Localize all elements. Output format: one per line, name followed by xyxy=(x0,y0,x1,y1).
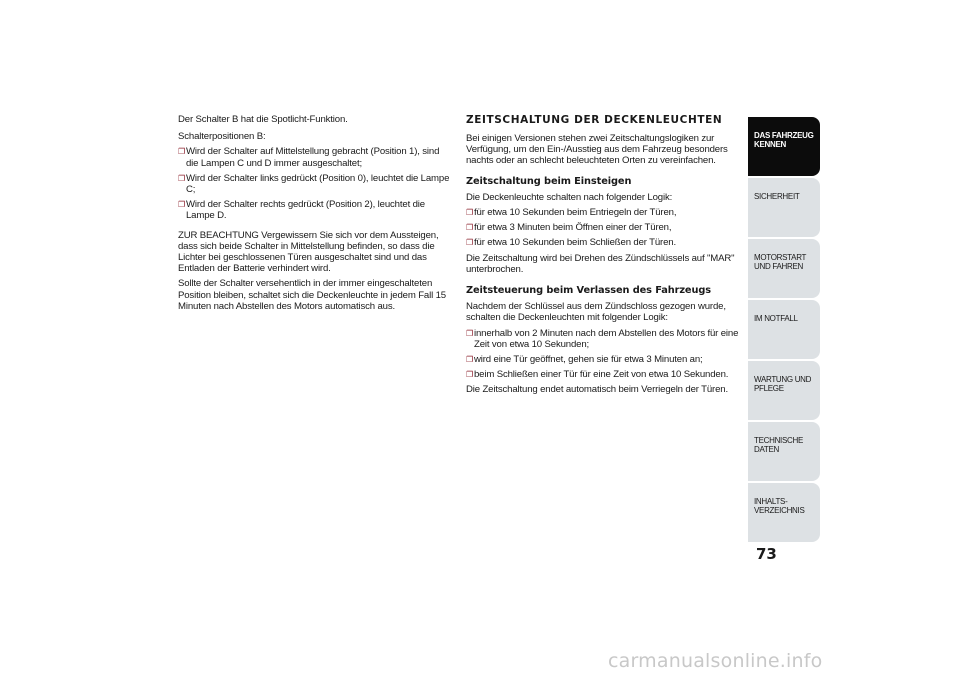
list-item: ❐ wird eine Tür geöffnet, gehen sie für etwa 3 Minuten an; xyxy=(466,354,703,366)
checkbox-bullet-icon: ❐ xyxy=(466,370,474,380)
tab-motorstart-und-fahren[interactable]: MOTORSTART UND FAHREN xyxy=(748,239,820,298)
right-column xyxy=(466,133,741,396)
subheading: Zeitschaltung beim Einsteigen xyxy=(466,175,632,187)
tab-inhaltsverzeichnis[interactable]: INHALTS- VERZEICHNIS xyxy=(748,483,820,542)
list-item: ❐ für etwa 3 Minuten beim Öffnen einer der Türen, xyxy=(466,222,672,234)
checkbox-bullet-icon: ❐ xyxy=(466,355,474,365)
paragraph: Der Schalter B hat die Spotlicht-Funktion. xyxy=(178,114,348,125)
left-column xyxy=(178,114,450,312)
tab-im-notfall[interactable]: IM NOTFALL xyxy=(748,300,820,359)
list-item: ❐ für etwa 10 Sekunden beim Entriegeln der Türen, xyxy=(466,207,677,219)
subheading: Zeitsteuerung beim Verlassen des Fahrzeugs xyxy=(466,285,711,297)
list-item: ❐ Wird der Schalter links gedrückt (Position 0), leuchtet die Lampe C; xyxy=(178,172,450,196)
paragraph: Sollte der Schalter versehentlich in der immer eingeschalteten Position bleiben, schaltet sich die Deckenleuchte in jedem Fall 15 Minuten nach Abstellen des Motors automatisch aus. xyxy=(178,278,446,312)
paragraph: Nachdem der Schlüssel aus dem Zündschloss gezogen wurde, schalten die Deckenleuchten mit folgender Logik: xyxy=(466,301,726,324)
paragraph: Bei einigen Versionen stehen zwei Zeitschaltungslogiken zur Verfügung, um den Ein-/Ausstieg aus dem Fahrzeug besonders nachts oder an schlecht beleuchteten Orten zu vereinfachen. xyxy=(466,133,728,167)
checkbox-bullet-icon: ❐ xyxy=(466,208,474,218)
list-item: ❐ beim Schließen einer Tür für eine Zeit von etwa 10 Sekunden. xyxy=(466,369,729,381)
tab-das-fahrzeug-kennen[interactable]: DAS FAHRZEUG KENNEN xyxy=(748,117,820,176)
section-title: ZEITSCHALTUNG DER DECKENLEUCHTEN xyxy=(466,114,723,126)
list-item: ❐ innerhalb von 2 Minuten nach dem Abstellen des Motors für eine Zeit von etwa 10 Sekunden; xyxy=(466,327,739,350)
tab-sicherheit[interactable]: SICHERHEIT xyxy=(748,178,820,237)
watermark: carmanualsonline.info xyxy=(608,650,823,672)
paragraph: Die Zeitschaltung wird bei Drehen des Zündschlüssels auf "MAR" unterbrochen. xyxy=(466,252,735,275)
note-paragraph: ZUR BEACHTUNG Vergewissern Sie sich vor dem Aussteigen, dass sich beide Schalter in Mittelstellung befinden, so dass die Lichter bei geschlossenen Türen ausgeschaltet sind und das Entladen der Batterie verhindert wird. xyxy=(178,229,439,275)
list-item: ❐ Wird der Schalter rechts gedrückt (Position 2), leuchtet die Lampe D. xyxy=(178,199,425,222)
list-item: ❐ Wird der Schalter auf Mittelstellung gebracht (Position 1), sind die Lampen C und D immer ausgeschaltet; xyxy=(178,146,440,169)
checkbox-bullet-icon: ❐ xyxy=(178,147,186,157)
tab-technische-daten[interactable]: TECHNISCHE DATEN xyxy=(748,422,820,481)
checkbox-bullet-icon: ❐ xyxy=(466,238,474,248)
paragraph: Schalterpositionen B: xyxy=(178,131,266,143)
paragraph: Die Deckenleuchte schalten nach folgender Logik: xyxy=(466,191,673,203)
checkbox-bullet-icon: ❐ xyxy=(178,173,186,183)
page-number: 73 xyxy=(756,545,777,563)
checkbox-bullet-icon: ❐ xyxy=(178,200,186,210)
list-item: ❐ für etwa 10 Sekunden beim Schließen der Türen. xyxy=(466,237,676,249)
checkbox-bullet-icon: ❐ xyxy=(466,223,474,233)
tab-wartung-und-pflege[interactable]: WARTUNG UND PFLEGE xyxy=(748,361,820,420)
checkbox-bullet-icon: ❐ xyxy=(466,328,474,338)
paragraph: Die Zeitschaltung endet automatisch beim Verriegeln der Türen. xyxy=(466,384,728,396)
